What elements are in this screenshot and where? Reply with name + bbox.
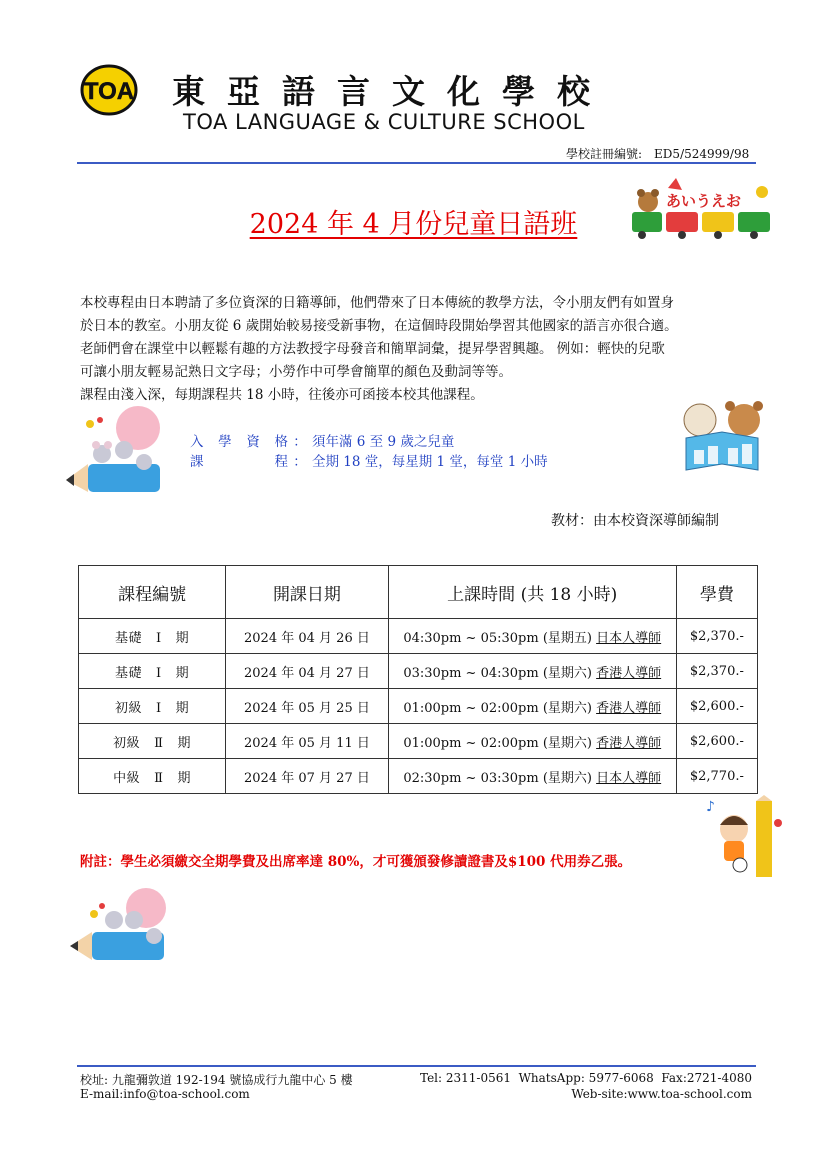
- table-header-row: [79, 566, 758, 619]
- svg-text:♪: ♪: [706, 799, 715, 815]
- header-start-date: 開課日期: [226, 566, 389, 619]
- fee: $2,370.-: [676, 654, 757, 689]
- school-logo: [80, 64, 138, 116]
- teacher-type: 香港人導師: [596, 735, 662, 751]
- info-row-eligibility: 入 學 資 格 ： 須年滿 6 至 9 歲之兒童: [190, 434, 455, 450]
- course-code: 基礎 Ⅰ 期: [79, 619, 226, 654]
- school-email: E-mail:info@toa-school.com: [80, 1087, 250, 1101]
- contact-numbers: [420, 1071, 752, 1085]
- fee: $2,600.-: [676, 724, 757, 759]
- intro-line: 本校專程由日本聘請了多位資深的日籍導師，他們帶來了日本傳統的教學方法，令小朋友們有如置身: [80, 295, 674, 311]
- class-time: 01:00pm ~ 02:00pm (星期六) 香港人導師: [388, 689, 676, 724]
- start-date: 2024 年 04 月 26 日: [226, 619, 389, 654]
- mice-pencil-illustration-2: [64, 880, 184, 980]
- footer-divider: [77, 1065, 756, 1067]
- fax: Fax:2721-4080: [661, 1071, 752, 1085]
- kid-pencil-illustration: [700, 795, 786, 881]
- course-code: 初級 Ⅱ 期: [79, 724, 226, 759]
- intro-line: 於日本的教室。小朋友從 6 歲開始較易接受新事物，在這個時段開始學習其他國家的語言亦很合適。: [80, 318, 678, 334]
- start-date: 2024 年 07 月 27 日: [226, 759, 389, 794]
- course-info: [190, 432, 548, 472]
- intro-line: 課程由淺入深，每期課程共 18 小時，往後亦可函接本校其他課程。: [80, 387, 484, 403]
- header-course-code: 課程編號: [79, 566, 226, 619]
- train-illustration: [630, 178, 774, 240]
- school-website: Web-site:www.toa-school.com: [571, 1087, 752, 1101]
- intro-line: 老師們會在課堂中以輕鬆有趣的方法教授字母發音和簡單詞彙，提昇學習興趣。 例如：輕快的兒歌: [80, 341, 665, 357]
- bears-reading-illustration: [672, 398, 772, 478]
- start-date: 2024 年 05 月 11 日: [226, 724, 389, 759]
- header-divider: [77, 162, 756, 164]
- registration-value: ED5/524999/98: [654, 147, 750, 161]
- telephone: Tel: 2311-0561: [420, 1071, 512, 1085]
- class-time: 01:00pm ~ 02:00pm (星期六) 香港人導師: [388, 724, 676, 759]
- info-value: 全期 18 堂，每星期 1 堂，每堂 1 小時: [312, 454, 548, 470]
- start-date: 2024 年 05 月 25 日: [226, 689, 389, 724]
- registration-label: 學校註冊編號:: [566, 147, 643, 161]
- fee: $2,770.-: [676, 759, 757, 794]
- mice-pencil-illustration: [60, 398, 180, 498]
- class-time: 03:30pm ~ 04:30pm (星期六) 香港人導師: [388, 654, 676, 689]
- course-table: [78, 565, 758, 794]
- course-code: 基礎 Ⅰ 期: [79, 654, 226, 689]
- page-title: 2024 年 4 月份兒童日語班: [249, 209, 578, 240]
- school-address: 校址: 九龍彌敦道 192-194 號協成行九龍中心 5 樓: [80, 1073, 353, 1087]
- info-label: 入 學 資 格: [190, 434, 288, 450]
- table-row: [79, 689, 758, 724]
- train-text: あいうえお: [666, 192, 742, 210]
- teacher-type: 香港人導師: [596, 665, 662, 681]
- table-row: [79, 759, 758, 794]
- school-name-zh: 東亞語言文化學校: [172, 72, 612, 111]
- logo-text: TOA: [83, 78, 135, 105]
- table-row: [79, 724, 758, 759]
- start-date: 2024 年 04 月 27 日: [226, 654, 389, 689]
- header-fee: 學費: [676, 566, 757, 619]
- intro-paragraph: [80, 292, 760, 407]
- whatsapp: WhatsApp: 5977-6068: [518, 1071, 654, 1085]
- fee: $2,600.-: [676, 689, 757, 724]
- class-time: 02:30pm ~ 03:30pm (星期六) 日本人導師: [388, 759, 676, 794]
- info-row-course: 課 程 ： 全期 18 堂，每星期 1 堂，每堂 1 小時: [190, 454, 548, 470]
- intro-line: 可讓小朋友輕易記熟日文字母；小勞作中可學會簡單的顏色及動詞等等。: [80, 364, 512, 380]
- registration-number: [566, 145, 749, 162]
- table-row: [79, 619, 758, 654]
- header-class-time: 上課時間 (共 18 小時): [388, 566, 676, 619]
- info-label: 課 程: [190, 454, 288, 470]
- course-code: 中級 Ⅱ 期: [79, 759, 226, 794]
- table-row: [79, 654, 758, 689]
- info-value: 須年滿 6 至 9 歲之兒童: [312, 434, 455, 450]
- class-time: 04:30pm ~ 05:30pm (星期五) 日本人導師: [388, 619, 676, 654]
- teaching-material: 教材：由本校資深導師編制: [551, 513, 719, 529]
- teacher-type: 日本人導師: [596, 770, 662, 786]
- teacher-type: 日本人導師: [596, 630, 662, 646]
- course-code: 初級 Ⅰ 期: [79, 689, 226, 724]
- school-name-en: TOA LANGUAGE & CULTURE SCHOOL: [183, 110, 585, 134]
- teacher-type: 香港人導師: [596, 700, 662, 716]
- fee: $2,370.-: [676, 619, 757, 654]
- footnote: 附註：學生必須繳交全期學費及出席率達 80%，才可獲頒發修讀證書及$100 代用券乙張。: [80, 854, 632, 870]
